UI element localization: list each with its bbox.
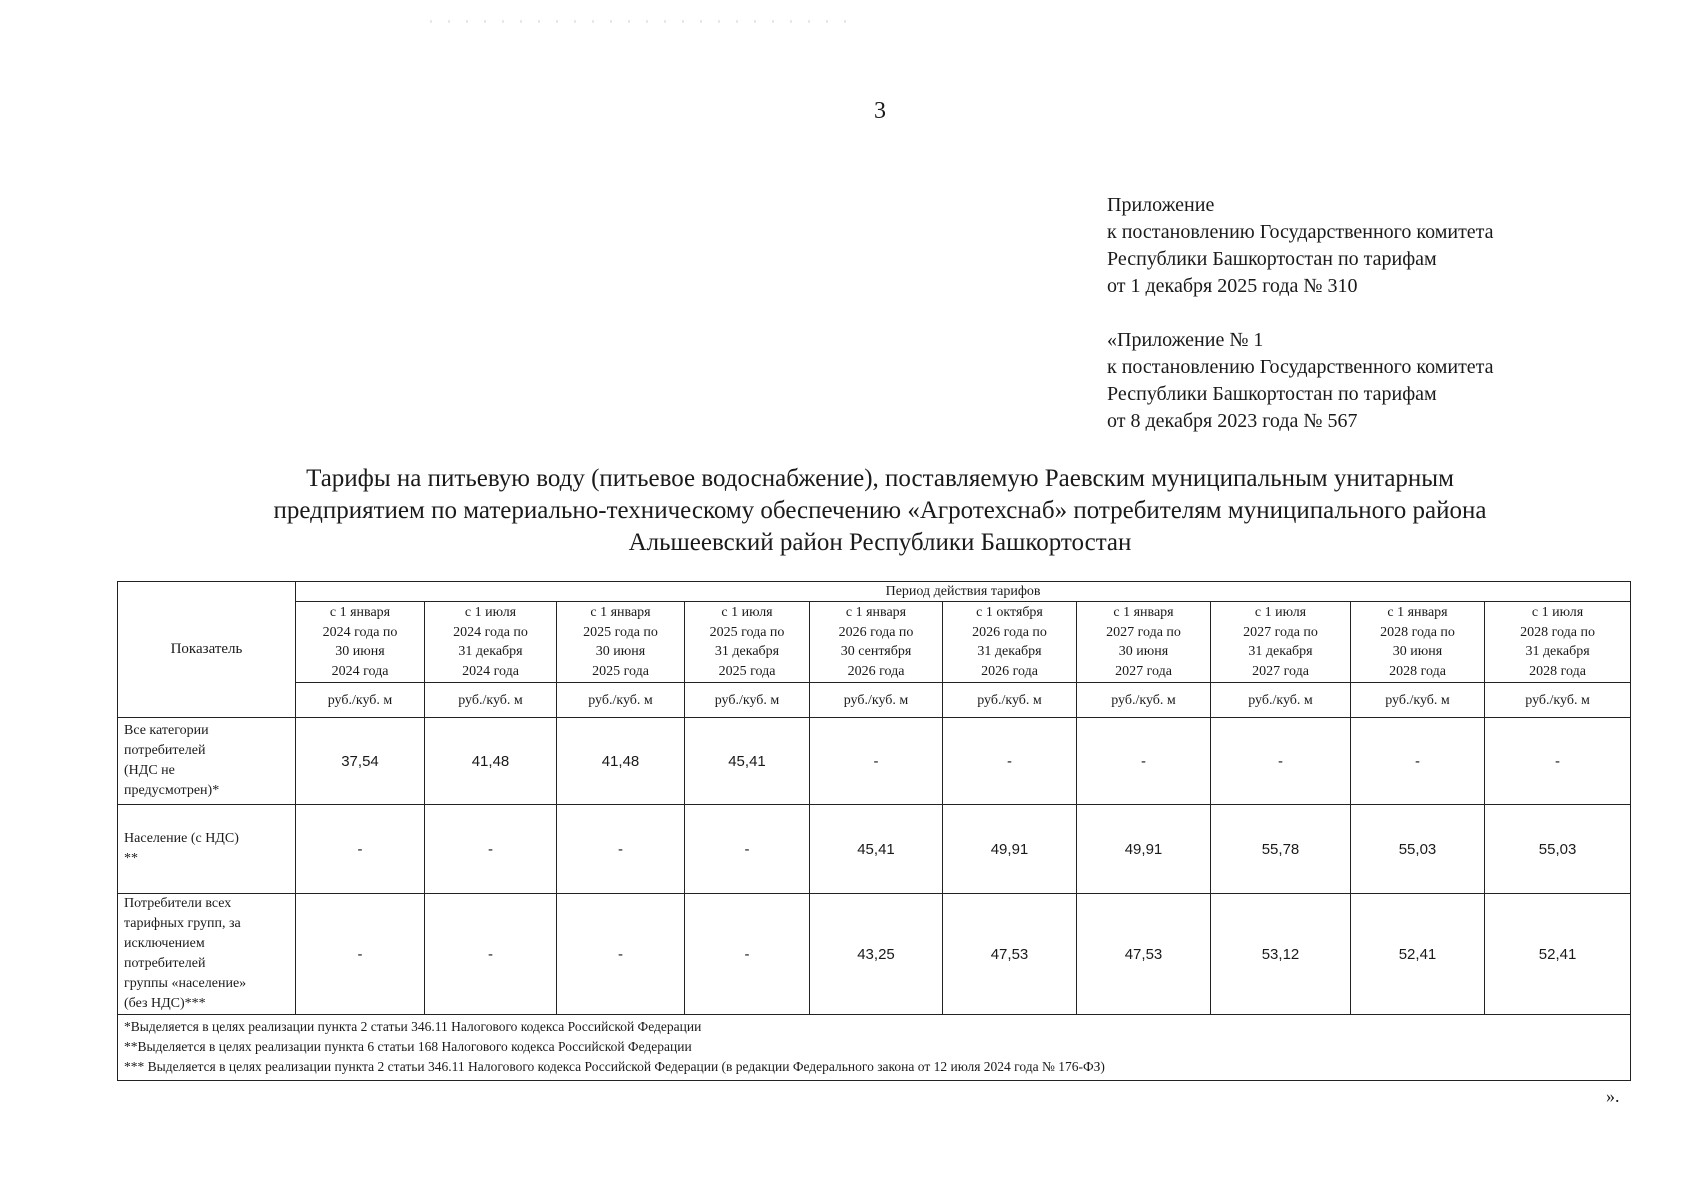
row-label-line: (без НДС)***: [124, 996, 206, 1011]
title-line: Альшеевский район Республики Башкортостан: [628, 529, 1132, 556]
unit-cell: руб./куб. м: [943, 683, 1077, 718]
tariff-value-cell: 41,48: [557, 718, 685, 805]
period-line: 2026 года: [847, 663, 905, 679]
row-label: [118, 805, 296, 894]
appendix-current-reference: [1107, 192, 1494, 300]
period-line: 2025 года: [718, 663, 776, 679]
period-line: 2025 года по: [583, 624, 658, 640]
period-line: 2028 года: [1389, 663, 1446, 679]
appendix-line: Приложение: [1107, 194, 1215, 216]
period-column-header: [1211, 602, 1351, 683]
unit-cell: руб./куб. м: [1211, 683, 1351, 718]
period-line: 2028 года по: [1380, 624, 1455, 640]
unit-cell: руб./куб. м: [296, 683, 425, 718]
tariff-value-cell: -: [943, 718, 1077, 805]
row-label-line: исключением: [124, 936, 205, 951]
tariff-value-cell: 47,53: [1077, 894, 1211, 1015]
period-column-header: [425, 602, 557, 683]
period-line: с 1 июля: [1254, 605, 1307, 620]
row-label-line: Население (с НДС): [124, 831, 239, 846]
scan-artifact: [430, 20, 850, 23]
period-line: 31 декабря: [458, 644, 523, 659]
period-line: с 1 июля: [1531, 605, 1584, 620]
period-line: 2028 года по: [1520, 624, 1595, 640]
unit-cell: руб./куб. м: [810, 683, 943, 718]
period-line: 2026 года: [981, 663, 1038, 679]
tariff-value-cell: 47,53: [943, 894, 1077, 1015]
period-line: 31 декабря: [714, 644, 780, 659]
tariff-value-cell: 45,41: [685, 718, 810, 805]
appendix-line: к постановлению Государственного комитета: [1107, 356, 1494, 378]
tariff-value-cell: -: [685, 805, 810, 894]
tariff-value-cell: -: [425, 894, 557, 1015]
table-row: [118, 894, 1631, 1015]
tariff-value-cell: 43,25: [810, 894, 943, 1015]
period-line: 2028 года: [1529, 663, 1586, 679]
unit-cell: руб./куб. м: [557, 683, 685, 718]
period-line: 2025 года по: [709, 624, 785, 640]
period-column-header: [685, 602, 810, 683]
period-line: 2024 года по: [322, 624, 398, 640]
tariff-value-cell: 37,54: [296, 718, 425, 805]
period-line: 2024 года: [462, 663, 519, 679]
unit-cell: руб./куб. м: [1485, 683, 1631, 718]
tariff-value-cell: -: [296, 894, 425, 1015]
table-row: [118, 805, 1631, 894]
tariff-value-cell: 52,41: [1485, 894, 1631, 1015]
period-line: 31 декабря: [977, 644, 1042, 659]
tariff-value-cell: 52,41: [1351, 894, 1485, 1015]
row-label-line: потребителей: [124, 743, 206, 758]
appendix-line: «Приложение № 1: [1107, 329, 1264, 351]
row-label: [118, 894, 296, 1015]
period-line: с 1 января: [845, 605, 907, 620]
period-line: с 1 января: [590, 605, 651, 620]
footnote: *Выделяется в целях реализации пункта 2 статьи 346.11 Налогового кодекса Российской Федерации: [124, 1019, 702, 1034]
tariff-value-cell: -: [425, 805, 557, 894]
tariff-value-cell: -: [557, 894, 685, 1015]
appendix-line: к постановлению Государственного комитета: [1107, 221, 1494, 243]
unit-cell: руб./куб. м: [685, 683, 810, 718]
tariff-value-cell: 55,78: [1211, 805, 1351, 894]
footnotes: [118, 1015, 1631, 1081]
period-line: с 1 января: [1113, 605, 1174, 620]
tariff-value-cell: -: [296, 805, 425, 894]
tariff-table: [117, 581, 1631, 1081]
unit-cell: руб./куб. м: [425, 683, 557, 718]
tariff-value-cell: 55,03: [1351, 805, 1485, 894]
period-line: 2024 года: [331, 663, 389, 679]
tariff-value-cell: -: [1351, 718, 1485, 805]
row-label-line: потребителей: [124, 956, 206, 971]
table-row: [118, 718, 1631, 805]
period-line: 31 декабря: [1248, 644, 1313, 659]
period-column-header: [1485, 602, 1631, 683]
period-line: 2024 года по: [453, 624, 528, 640]
period-line: с 1 января: [1387, 605, 1448, 620]
period-line: 2026 года по: [838, 624, 914, 640]
indicator-header: Показатель: [118, 582, 296, 718]
period-column-header: [943, 602, 1077, 683]
period-line: с 1 октября: [976, 605, 1043, 620]
tariff-value-cell: 55,03: [1485, 805, 1631, 894]
row-label-line: Потребители всех: [124, 896, 232, 911]
row-label-line: (НДС не: [124, 763, 175, 778]
tariff-value-cell: -: [1077, 718, 1211, 805]
period-line: с 1 июля: [721, 605, 773, 620]
period-line: 30 июня: [1118, 644, 1169, 659]
appendix-line: от 1 декабря 2025 года № 310: [1107, 275, 1358, 297]
tariff-value-cell: 53,12: [1211, 894, 1351, 1015]
row-label-line: **: [124, 851, 138, 866]
period-line: 30 июня: [595, 644, 646, 659]
period-column-header: [1351, 602, 1485, 683]
title-line: Тарифы на питьевую воду (питьевое водоснабжение), поставляемую Раевским муниципальным унитарным: [306, 465, 1454, 492]
period-column-header: [1077, 602, 1211, 683]
tariff-value-cell: -: [1485, 718, 1631, 805]
period-line: 31 декабря: [1525, 644, 1590, 659]
row-label: [118, 718, 296, 805]
tariff-value-cell: -: [1211, 718, 1351, 805]
tariff-value-cell: -: [810, 718, 943, 805]
appendix-line: Республики Башкортостан по тарифам: [1107, 248, 1437, 270]
document-title: [150, 463, 1610, 559]
row-label-line: предусмотрен)*: [124, 783, 220, 798]
period-line: с 1 января: [329, 605, 391, 620]
title-line: предприятием по материально-техническому обеспечению «Агротехснаб» потребителям муниципального района: [273, 497, 1487, 524]
period-column-header: [810, 602, 943, 683]
period-line: 30 сентября: [840, 644, 912, 659]
period-line: 2027 года по: [1106, 624, 1181, 640]
tariff-value-cell: 49,91: [943, 805, 1077, 894]
tariff-value-cell: 49,91: [1077, 805, 1211, 894]
row-label-line: группы «население»: [124, 976, 247, 991]
page-number: 3: [874, 98, 886, 124]
tariff-value-cell: 41,48: [425, 718, 557, 805]
row-label-line: тарифных групп, за: [124, 916, 241, 931]
tariff-value-cell: -: [557, 805, 685, 894]
row-label-line: Все категории: [124, 723, 209, 738]
period-line: 30 июня: [335, 644, 385, 659]
appendix-line: Республики Башкортостан по тарифам: [1107, 383, 1437, 405]
period-line: 2025 года: [592, 663, 649, 679]
period-header: Период действия тарифов: [296, 582, 1631, 602]
period-column-header: [557, 602, 685, 683]
period-line: 2027 года: [1115, 663, 1172, 679]
period-line: с 1 июля: [464, 605, 517, 620]
unit-cell: руб./куб. м: [1077, 683, 1211, 718]
unit-cell: руб./куб. м: [1351, 683, 1485, 718]
period-line: 2026 года по: [972, 624, 1047, 640]
period-line: 2027 года: [1252, 663, 1309, 679]
closing-quote: ».: [1606, 1086, 1620, 1106]
period-line: 2027 года по: [1243, 624, 1318, 640]
appendix-original-reference: [1107, 327, 1494, 435]
tariff-value-cell: 45,41: [810, 805, 943, 894]
period-column-header: [296, 602, 425, 683]
period-line: 30 июня: [1392, 644, 1443, 659]
footnote: *** Выделяется в целях реализации пункта 2 статьи 346.11 Налогового кодекса Российской Федерации (в редакции Федерального закона от 12 июля 2024 года № 176-ФЗ): [124, 1059, 1105, 1074]
footnote: **Выделяется в целях реализации пункта 6 статьи 168 Налогового кодекса Российской Федерации: [124, 1039, 692, 1054]
appendix-line: от 8 декабря 2023 года № 567: [1107, 410, 1358, 432]
tariff-value-cell: -: [685, 894, 810, 1015]
